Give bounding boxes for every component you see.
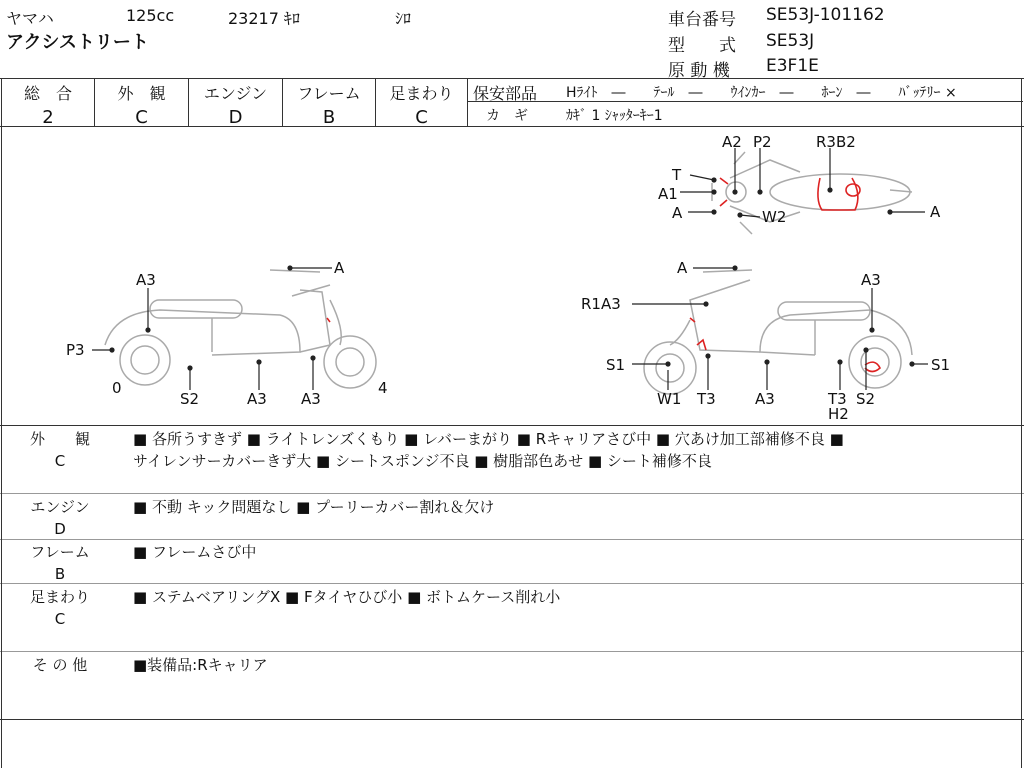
section-label-engine [0,496,120,540]
divider [467,78,468,126]
label-w2: W2 [762,208,787,226]
label-p3: P3 [66,341,85,359]
section-line: ■ ステムベアリングX ■ Fタイヤひび小 ■ ボトムケース削れ小 [133,588,561,606]
label-a1: A1 [658,185,678,203]
engine-value: E3F1E [766,56,819,76]
section-line: ■ 各所うすきず ■ ライトレンズくもり ■ レバーまがり ■ Rキャリアさび中 ■ 穴あけ加工部補修不良 ■ [133,430,844,448]
grade-exterior [95,78,188,126]
label-a: A [930,203,941,221]
section-title: 外 観 [29,430,90,448]
section-grade: B [54,565,66,583]
color: ｼﾛ [395,9,412,28]
key-label: カ ギ [486,108,528,124]
engine-cc: 125cc [126,6,175,25]
section-label-exterior [0,428,120,472]
type-label: 型 式 [668,36,736,56]
divider [0,583,1024,584]
grade-value: B [322,107,336,128]
section-line: サイレンサーカバーきず大 ■ シートスポンジ不良 ■ 樹脂部色あせ ■ シート補修不良 [133,452,712,470]
section-text-other [133,654,1013,676]
label-a: A [672,204,683,222]
section-title: 足まわり [29,588,90,606]
label-a3: A3 [861,271,881,289]
label-t3: T3 [697,390,716,408]
label-s1: S1 [606,356,626,374]
section-grade: C [54,610,66,628]
label-t: T [672,166,682,184]
grade-label: 総 合 [23,84,72,103]
grade-value: C [135,107,148,128]
label-s2: S2 [856,390,876,408]
label-a3: A3 [247,390,267,408]
label-a: A [677,259,688,277]
mileage: 23217 ｷﾛ [228,9,300,28]
damage-diagram [0,127,1022,424]
label-4: 4 [378,379,388,397]
section-title: フレーム [30,543,90,561]
divider [0,651,1024,652]
label-a3: A3 [136,271,156,289]
section-text-engine [133,496,1013,518]
grade-label: 足まわり [389,84,454,103]
type-value: SE53J [766,31,815,51]
label-a: A [334,259,345,277]
label-s1: S1 [931,356,951,374]
frame-no: SE53J-101162 [766,5,885,25]
grade-label: フレーム [297,84,361,103]
grade-value: C [415,107,428,128]
label-s2: S2 [180,390,200,408]
divider [0,539,1024,540]
section-grade: C [54,452,66,470]
label-a3: A3 [301,390,321,408]
label-w1: W1 [657,390,682,408]
grade-value: 2 [42,107,54,128]
grade-suspension [376,78,467,126]
section-grade: D [54,520,66,538]
label-t3: T3 [828,390,847,408]
label-0: 0 [112,379,122,397]
section-title: エンジン [30,498,90,516]
section-line: ■ 不動 キック問題なし ■ プーリーカバー割れ＆欠け [133,498,495,516]
grade-overall [2,78,94,126]
section-text-frame [133,541,1013,563]
label-a3: A3 [755,390,775,408]
frame-no-label: 車台番号 [668,10,736,30]
model-name: アクシストリート [6,32,149,53]
grade-frame [283,78,375,126]
label-r3b2: R3B2 [816,133,856,151]
key-value: ｶｷﾞ 1 ｼｬｯﾀｰｷｰ1 [566,108,663,124]
section-label-suspension [0,586,120,630]
maker: ヤマハ [6,9,54,28]
grade-label: 外 観 [117,84,166,103]
section-line: ■ フレームさび中 [133,543,257,561]
label-a2: A2 [722,133,742,151]
engine-label: 原 動 機 [668,61,730,81]
section-label-other [0,654,120,676]
divider [0,493,1024,494]
section-title: そ の 他 [32,656,88,674]
section-text-suspension [133,586,1013,608]
divider [0,719,1024,720]
safety-items: Hﾗｲﾄ ― ﾃｰﾙ ― ｳｲﾝｶｰ ― ﾎｰﾝ ― ﾊﾞｯﾃﾘｰ × [566,85,957,101]
safety-label: 保安部品 [473,84,538,103]
label-r1a3: R1A3 [581,295,621,313]
grade-value: D [228,107,243,128]
divider [0,425,1024,426]
grade-engine [189,78,282,126]
grade-label: エンジン [203,84,268,103]
label-h2: H2 [828,405,849,423]
label-p2: P2 [753,133,772,151]
section-line: ■装備品:Rキャリア [133,656,268,674]
section-text-exterior [133,428,1013,472]
section-label-frame [0,541,120,585]
